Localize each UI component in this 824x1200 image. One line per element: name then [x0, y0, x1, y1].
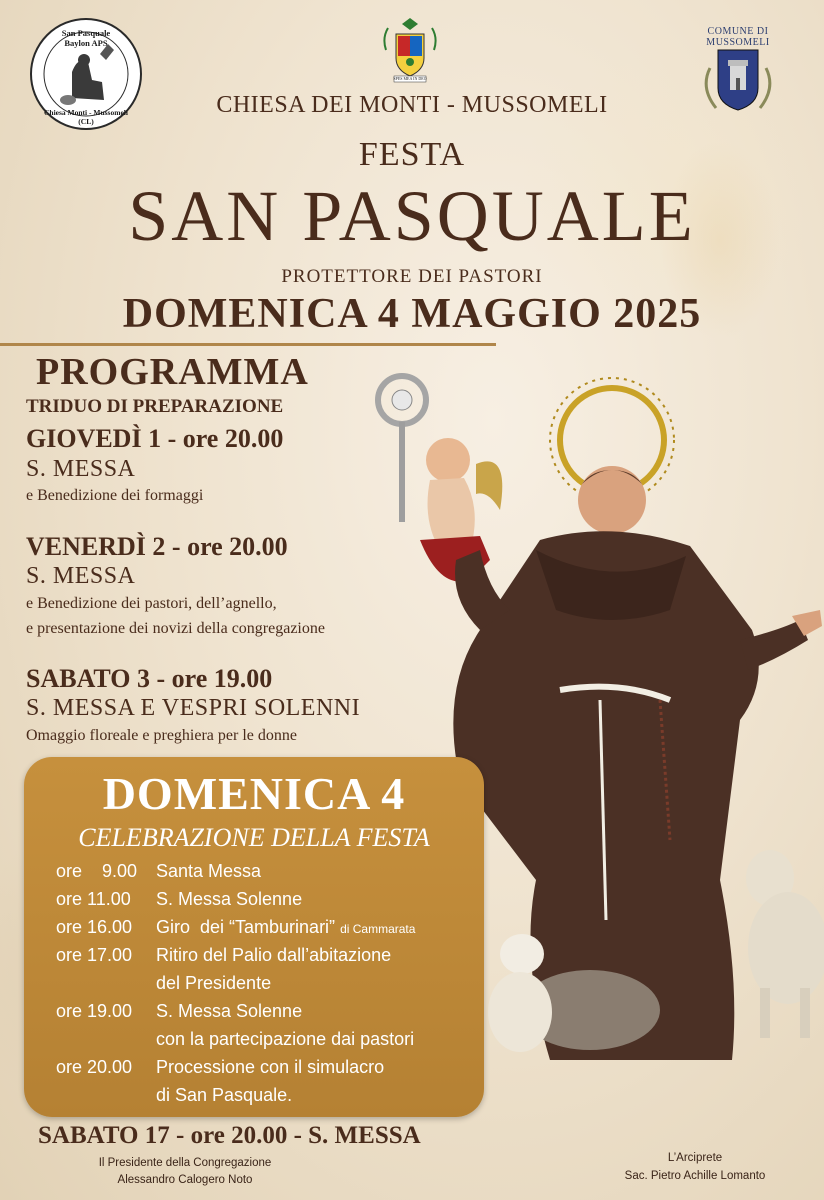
- domenica-box: [24, 757, 484, 1117]
- program-item-continued: [56, 1029, 414, 1050]
- item-time: ore 11.00: [56, 889, 131, 909]
- program-item: [56, 917, 415, 938]
- sabato-17-heading: SABATO 17 - ore 20.00 - S. MESSA: [38, 1122, 421, 1149]
- presidente-role: Il Presidente della Congregazione: [98, 1157, 272, 1169]
- comune-label: COMUNE DI MUSSOMELI: [706, 26, 770, 48]
- divider-line: [0, 343, 496, 346]
- item-text: Processione con il simulacro: [156, 1057, 385, 1077]
- program-item: [56, 1001, 302, 1022]
- program-item: [56, 889, 302, 910]
- item-time: ore 9.00: [56, 861, 138, 881]
- item-text: di San Pasquale.: [156, 1085, 293, 1105]
- coat-of-arms-icon: [378, 14, 442, 86]
- seal-bottom-text: Chiesa Monti - Mussomeli (CL): [44, 108, 128, 126]
- item-time: ore 17.00: [56, 945, 133, 965]
- day-3-event: S. MESSA E VESPRI SOLENNI: [26, 695, 361, 721]
- day-3-detail: Omaggio floreale e preghiera per le donne: [26, 727, 297, 744]
- item-time: ore 19.00: [56, 1001, 133, 1021]
- day-2-detail-1: e Benedizione dei pastori, dell’agnello,: [26, 595, 277, 612]
- domenica-title: DOMENICA 4: [102, 768, 406, 819]
- lamb-icon: [484, 920, 564, 1060]
- item-text: Ritiro del Palio dall’abitazione: [156, 945, 392, 965]
- item-time: ore 16.00: [56, 917, 133, 937]
- festa-date: DOMENICA 4 MAGGIO 2025: [122, 291, 702, 337]
- seal-top-text: San Pasquale Baylon APS: [61, 28, 111, 48]
- presidente-name: Alessandro Calogero Noto: [117, 1174, 253, 1186]
- programma-title: PROGRAMMA: [36, 351, 309, 393]
- day-2-event: S. MESSA: [26, 563, 136, 589]
- day-2-detail-2: e presentazione dei novizi della congregazione: [26, 620, 325, 637]
- program-item: [56, 861, 261, 882]
- day-2-heading: VENERDÌ 2 - ore 20.00: [26, 532, 288, 561]
- day-1-detail: e Benedizione dei formaggi: [26, 487, 204, 504]
- domenica-subtitle: CELEBRAZIONE DELLA FESTA: [78, 823, 430, 852]
- saint-title: SAN PASQUALE: [128, 176, 696, 256]
- day-1-heading: GIOVEDÌ 1 - ore 20.00: [26, 424, 284, 453]
- day-3-heading: SABATO 3 - ore 19.00: [26, 664, 273, 693]
- arciprete-name: Sac. Pietro Achille Lomanto: [624, 1170, 766, 1182]
- saint-subtitle: PROTETTORE DEI PASTORI: [281, 266, 543, 287]
- item-text: Giro dei “Tamburinari”: [156, 917, 336, 937]
- program-item-continued: [56, 1085, 292, 1106]
- item-text: S. Messa Solenne: [156, 1001, 303, 1021]
- triduo-subtitle: TRIDUO DI PREPARAZIONE: [26, 396, 284, 417]
- item-text: con la partecipazione dai pastori: [156, 1029, 415, 1049]
- day-1-event: S. MESSA: [26, 456, 136, 482]
- program-item: [56, 1057, 384, 1078]
- item-text: del Presidente: [156, 973, 272, 993]
- program-item: [56, 945, 391, 966]
- item-time: ore 20.00: [56, 1057, 133, 1077]
- lamb-icon: [730, 838, 824, 1048]
- program-item-continued: [56, 973, 271, 994]
- item-text: Santa Messa: [156, 861, 262, 881]
- item-suffix: di Cammarata: [340, 922, 416, 936]
- item-text: S. Messa Solenne: [156, 889, 303, 909]
- arciprete-role: L’Arciprete: [667, 1152, 723, 1164]
- church-title: CHIESA DEI MONTI - MUSSOMELI: [216, 92, 608, 118]
- festa-label: FESTA: [358, 136, 466, 173]
- coat-of-arms-motto: SPES MEA IN DEO: [393, 76, 427, 81]
